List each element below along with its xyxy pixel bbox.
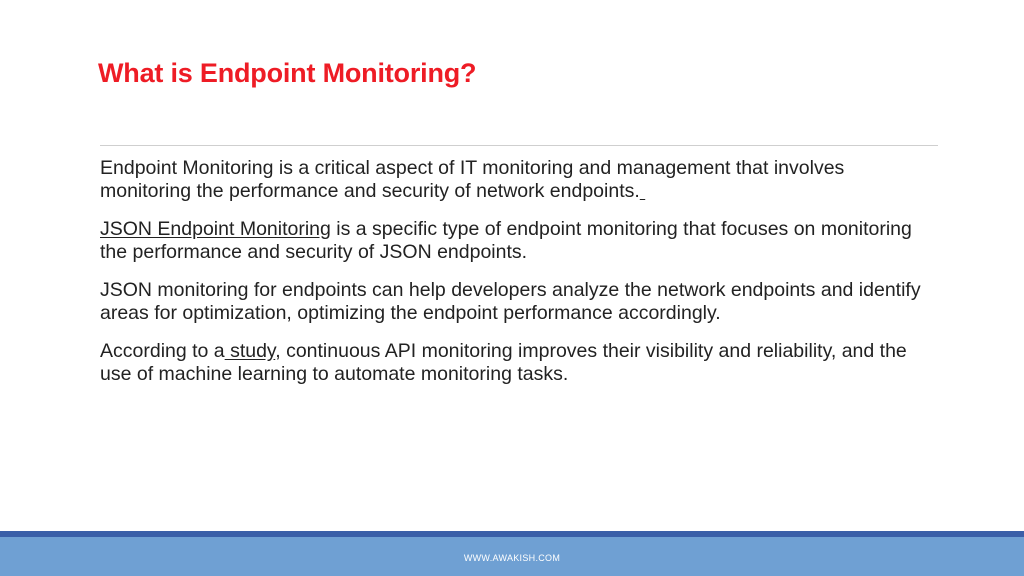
paragraph-4 <box>100 340 940 386</box>
json-endpoint-monitoring-link[interactable]: JSON Endpoint Monitoring <box>100 218 331 240</box>
slide-body <box>100 157 940 401</box>
paragraph-2 <box>100 218 940 264</box>
paragraph-1 <box>100 157 940 203</box>
paragraph-4-after: , continuous API monitoring improves their visibility and reliability, and the use of machine learning to automate monitoring tasks. <box>100 340 907 385</box>
footer-website: WWW.AWAKISH.COM <box>463 553 561 563</box>
study-link[interactable]: study <box>224 340 276 362</box>
slide-title: What is Endpoint Monitoring? <box>98 58 477 88</box>
paragraph-4-before: According to a <box>100 340 225 362</box>
title-divider <box>100 145 938 146</box>
paragraph-1-trailing-link[interactable] <box>640 180 645 202</box>
paragraph-2-text: is a specific type of endpoint monitoring that focuses on monitoring the performance and security of JSON endpoints. <box>100 218 912 263</box>
paragraph-3-text: JSON monitoring for endpoints can help developers analyze the network endpoints and identify areas for optimization, optimizing the endpoint performance accordingly. <box>100 279 921 324</box>
paragraph-3 <box>100 279 940 325</box>
footer-band <box>0 537 1024 576</box>
paragraph-1-text: Endpoint Monitoring is a critical aspect of IT monitoring and management that involves monitoring the performance and security of network endpoints. <box>100 157 845 202</box>
